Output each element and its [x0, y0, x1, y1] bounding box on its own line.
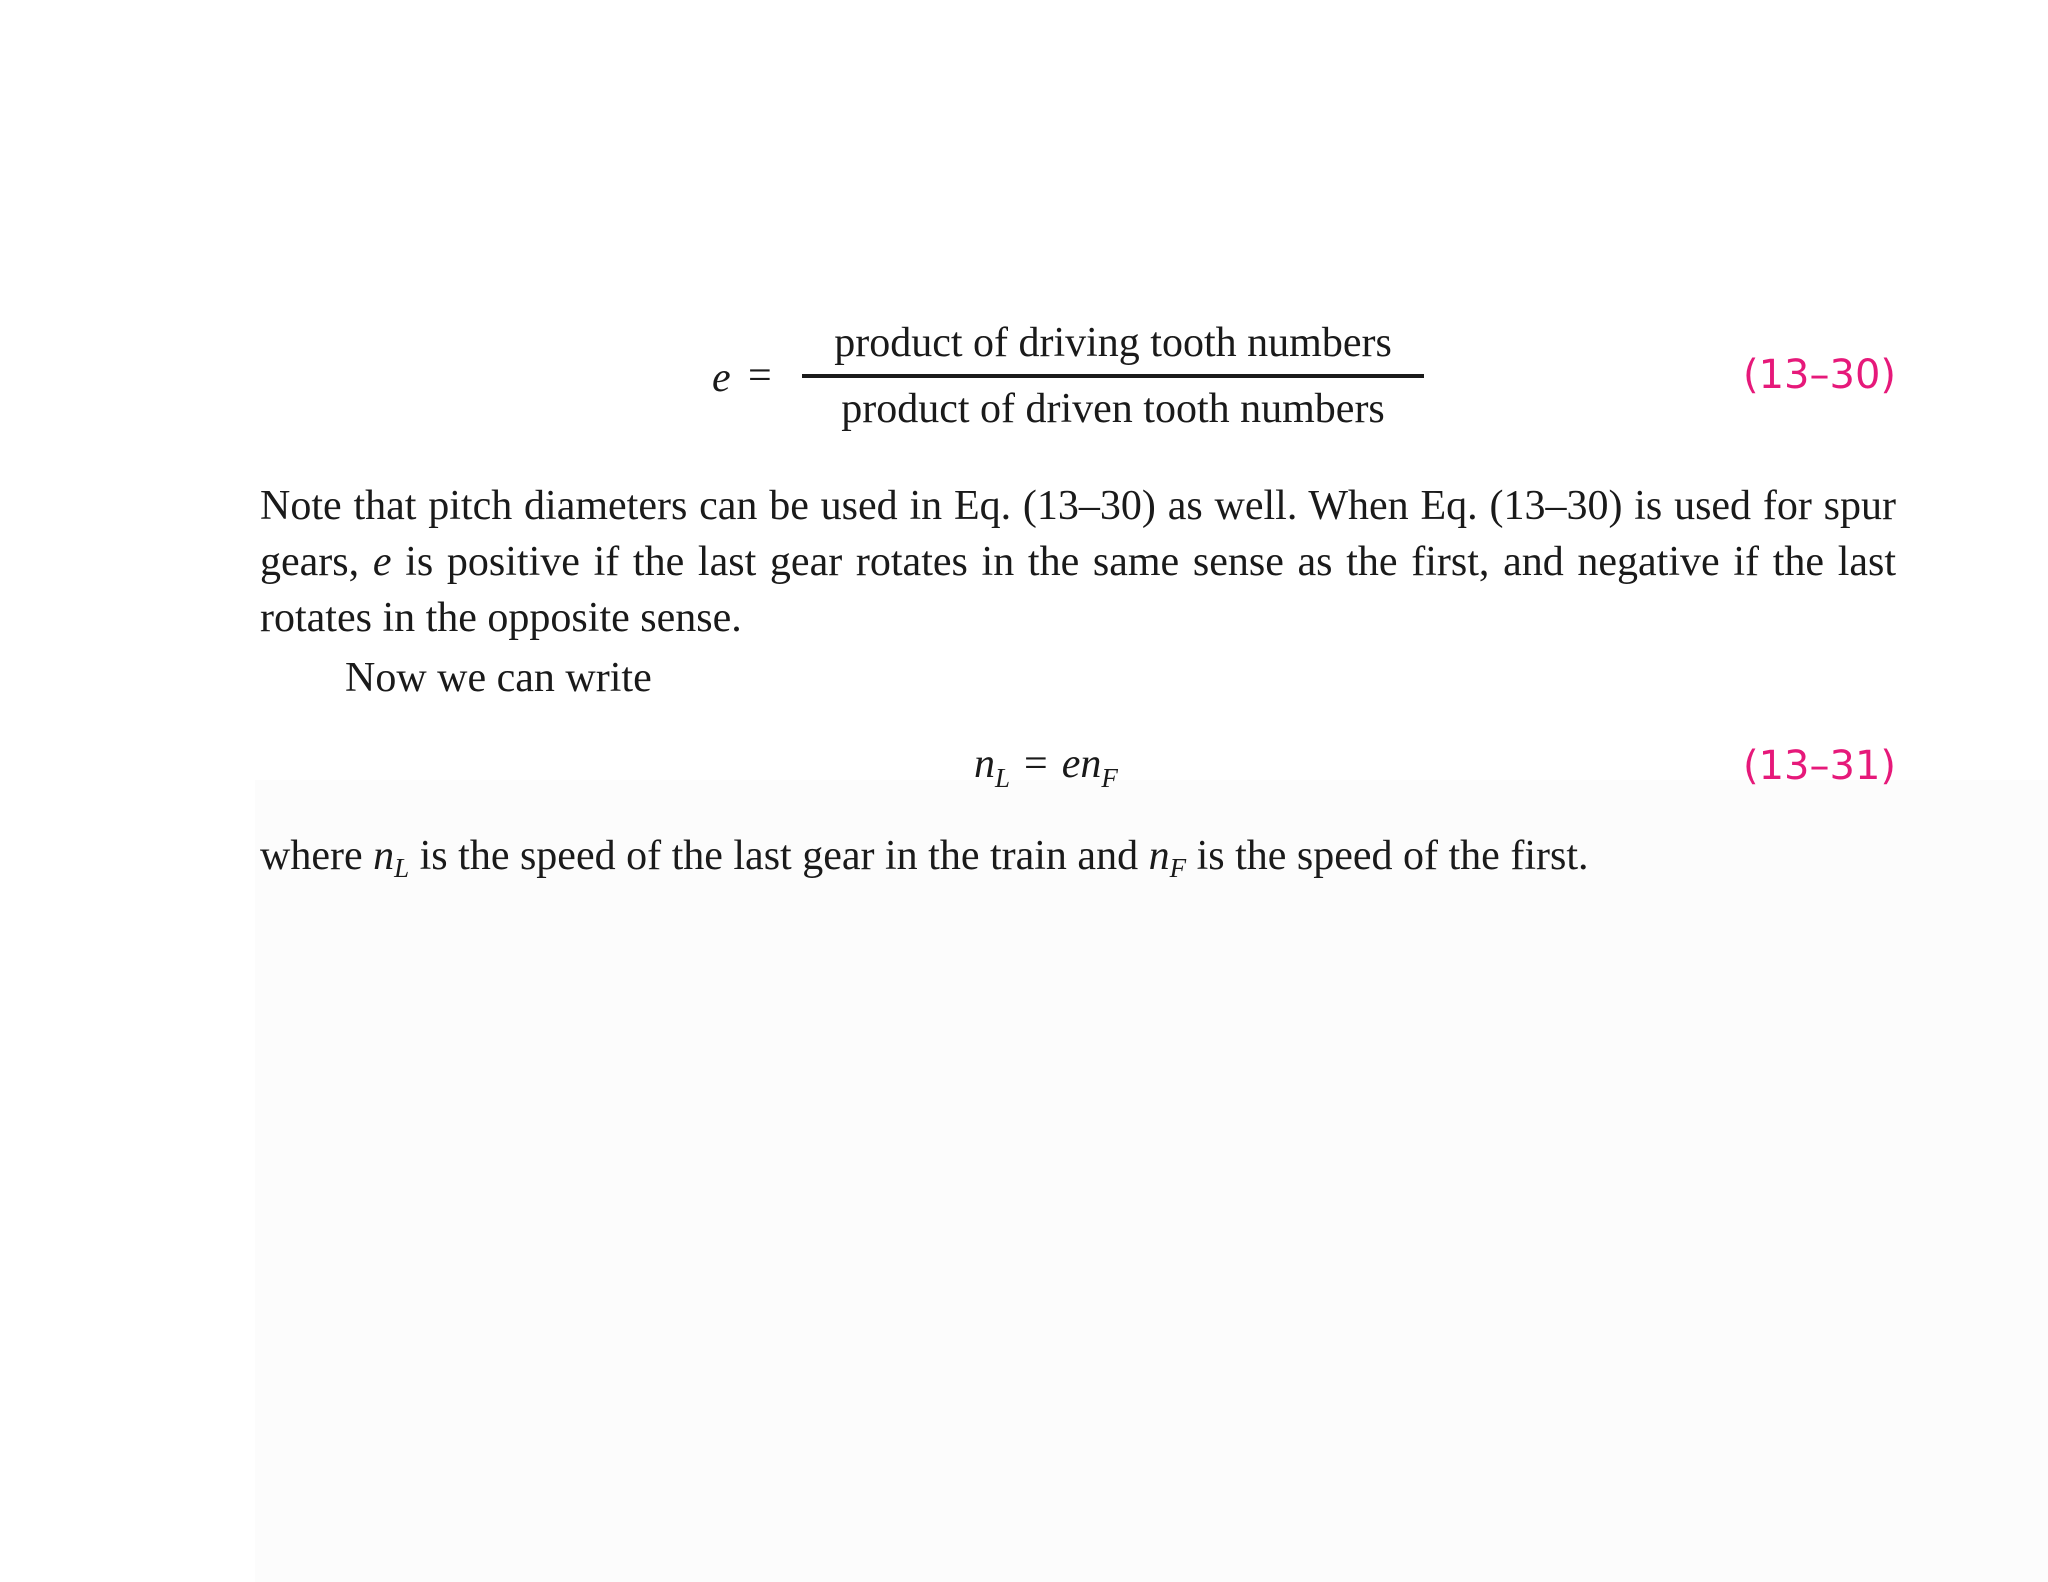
fraction-numerator: product of driving tooth numbers [834, 320, 1392, 366]
equals-sign: = [1024, 741, 1048, 787]
equation-lhs-variable: e [712, 355, 731, 401]
equation-body [974, 740, 1118, 794]
equation-13-30 [0, 312, 2048, 442]
paragraph-text: is the speed of the first. [1196, 833, 1589, 879]
lhs-subscript: L [995, 763, 1011, 793]
page-background-shade [255, 780, 2048, 1582]
paragraph-text: is positive if the last gear rotates in the same sense as the first, and negative if the last rotates in the opposite sense. [260, 539, 1897, 641]
inline-subscript-f: F [1169, 853, 1187, 883]
inline-variable-e: e [372, 539, 392, 585]
inline-variable-n: n [1148, 833, 1170, 879]
equation-number: (13–30) [1742, 352, 1896, 398]
equation-number: (13–31) [1742, 743, 1896, 789]
paragraph-text: Note that pitch diameters can be used in Eq. (13–30) as well. When Eq. (13–30) is used for spur gears, [260, 483, 1896, 585]
equals-sign: = [748, 353, 772, 399]
fraction-denominator: product of driven tooth numbers [841, 386, 1385, 432]
paragraph-pitch-diameters [260, 478, 1896, 646]
paragraph-speed-definition [260, 828, 1896, 896]
rhs-variable: en [1061, 741, 1102, 787]
paragraph-text: where [260, 833, 363, 879]
equation-13-31 [0, 740, 2048, 800]
inline-subscript-l: L [394, 853, 410, 883]
lhs-variable: n [974, 741, 995, 787]
paragraph-now-we-can-write: Now we can write [345, 655, 652, 701]
paragraph-text: is the speed of the last gear in the train and [419, 833, 1139, 879]
fraction [800, 312, 1426, 440]
rhs-subscript: F [1101, 763, 1118, 793]
inline-variable-n: n [373, 833, 395, 879]
